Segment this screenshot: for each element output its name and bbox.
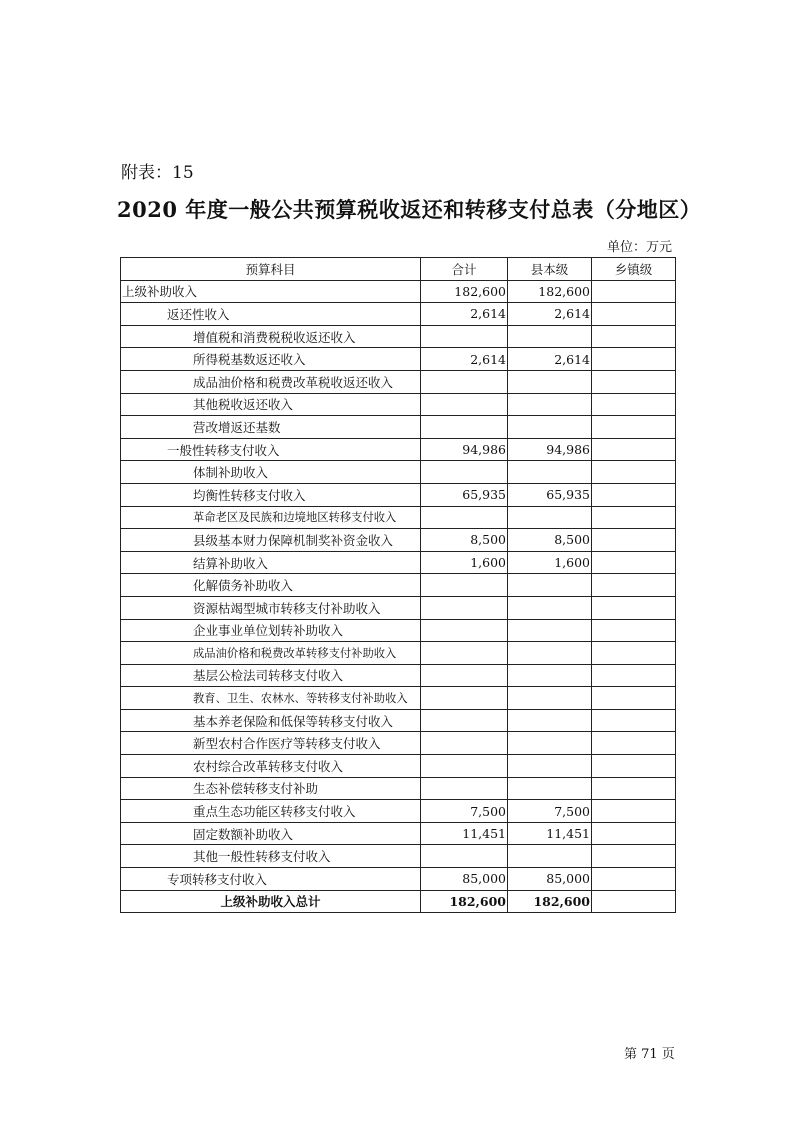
cell-town xyxy=(592,483,676,506)
table-row xyxy=(121,325,676,348)
cell-county: 7,500 xyxy=(508,800,592,823)
cell-town xyxy=(592,868,676,891)
cell-county: 1,600 xyxy=(508,551,592,574)
cell-town xyxy=(592,664,676,687)
cell-total xyxy=(421,370,508,393)
cell-county xyxy=(508,325,592,348)
table-row xyxy=(121,574,676,597)
cell-county: 8,500 xyxy=(508,529,592,552)
cell-total: 11,451 xyxy=(421,822,508,845)
header-total: 合计 xyxy=(421,258,508,281)
table-row xyxy=(121,687,676,710)
cell-county xyxy=(508,642,592,665)
budget-table xyxy=(120,257,676,913)
cell-total xyxy=(421,325,508,348)
table-row xyxy=(121,664,676,687)
total-row xyxy=(121,890,676,913)
row-label: 结算补助收入 xyxy=(121,551,421,574)
cell-total xyxy=(421,709,508,732)
table-row xyxy=(121,619,676,642)
table-header-row xyxy=(121,258,676,281)
table-row xyxy=(121,303,676,326)
cell-county xyxy=(508,709,592,732)
cell-total xyxy=(421,619,508,642)
cell-county: 182,600 xyxy=(508,280,592,303)
row-label: 固定数额补助收入 xyxy=(121,822,421,845)
cell-town xyxy=(592,325,676,348)
cell-total: 7,500 xyxy=(421,800,508,823)
cell-town xyxy=(592,529,676,552)
row-label: 农村综合改革转移支付收入 xyxy=(121,755,421,778)
table-row xyxy=(121,642,676,665)
table-row xyxy=(121,438,676,461)
total-row-label: 上级补助收入总计 xyxy=(121,890,421,913)
table-row xyxy=(121,822,676,845)
cell-total xyxy=(421,732,508,755)
table-row xyxy=(121,280,676,303)
cell-total xyxy=(421,574,508,597)
table-row xyxy=(121,370,676,393)
cell-total: 2,614 xyxy=(421,348,508,371)
cell-town xyxy=(592,755,676,778)
table-row xyxy=(121,709,676,732)
header-county: 县本级 xyxy=(508,258,592,281)
page-number: 第 71 页 xyxy=(624,1047,675,1062)
cell-town xyxy=(592,438,676,461)
page-title: 2020 年度一般公共预算税收返还和转移支付总表（分地区） xyxy=(117,197,702,222)
table-row xyxy=(121,845,676,868)
table-row xyxy=(121,348,676,371)
total-cell-town xyxy=(592,890,676,913)
row-label: 县级基本财力保障机制奖补资金收入 xyxy=(121,529,421,552)
cell-town xyxy=(592,800,676,823)
row-label: 体制补助收入 xyxy=(121,461,421,484)
cell-county xyxy=(508,506,592,529)
row-label: 上级补助收入 xyxy=(121,280,421,303)
table-row xyxy=(121,868,676,891)
cell-town xyxy=(592,416,676,439)
row-label: 所得税基数返还收入 xyxy=(121,348,421,371)
total-cell-total: 182,600 xyxy=(421,890,508,913)
cell-county: 85,000 xyxy=(508,868,592,891)
cell-total xyxy=(421,416,508,439)
cell-town xyxy=(592,732,676,755)
cell-county xyxy=(508,732,592,755)
cell-county xyxy=(508,370,592,393)
cell-total: 8,500 xyxy=(421,529,508,552)
cell-total: 2,614 xyxy=(421,303,508,326)
cell-county xyxy=(508,393,592,416)
cell-town xyxy=(592,687,676,710)
cell-county xyxy=(508,574,592,597)
row-label: 营改增返还基数 xyxy=(121,416,421,439)
cell-town xyxy=(592,709,676,732)
cell-county xyxy=(508,687,592,710)
cell-town xyxy=(592,461,676,484)
cell-total xyxy=(421,506,508,529)
table-row xyxy=(121,483,676,506)
cell-total xyxy=(421,755,508,778)
table-row xyxy=(121,596,676,619)
cell-town xyxy=(592,303,676,326)
row-label: 基本养老保险和低保等转移支付收入 xyxy=(121,709,421,732)
cell-town xyxy=(592,370,676,393)
row-label: 其他税收返还收入 xyxy=(121,393,421,416)
cell-total xyxy=(421,777,508,800)
cell-town xyxy=(592,596,676,619)
cell-total xyxy=(421,461,508,484)
cell-total: 1,600 xyxy=(421,551,508,574)
row-label: 成品油价格和税费改革税收返还收入 xyxy=(121,370,421,393)
cell-total xyxy=(421,642,508,665)
row-label: 基层公检法司转移支付收入 xyxy=(121,664,421,687)
cell-county xyxy=(508,845,592,868)
header-town: 乡镇级 xyxy=(592,258,676,281)
row-label: 企业事业单位划转补助收入 xyxy=(121,619,421,642)
table-body xyxy=(121,280,676,913)
table-row xyxy=(121,732,676,755)
cell-total xyxy=(421,393,508,416)
row-label: 教育、卫生、农林水、等转移支付补助收入 xyxy=(121,687,421,710)
cell-town xyxy=(592,574,676,597)
cell-county xyxy=(508,461,592,484)
row-label: 重点生态功能区转移支付收入 xyxy=(121,800,421,823)
cell-county xyxy=(508,664,592,687)
cell-county xyxy=(508,416,592,439)
row-label: 一般性转移支付收入 xyxy=(121,438,421,461)
appendix-label: 附表：15 xyxy=(121,163,194,183)
cell-town xyxy=(592,822,676,845)
cell-town xyxy=(592,348,676,371)
table-row xyxy=(121,529,676,552)
table-row xyxy=(121,393,676,416)
total-cell-county: 182,600 xyxy=(508,890,592,913)
cell-total: 85,000 xyxy=(421,868,508,891)
cell-county xyxy=(508,619,592,642)
table-row xyxy=(121,506,676,529)
row-label: 其他一般性转移支付收入 xyxy=(121,845,421,868)
table-row xyxy=(121,800,676,823)
cell-town xyxy=(592,619,676,642)
row-label: 返还性收入 xyxy=(121,303,421,326)
cell-total xyxy=(421,664,508,687)
cell-county xyxy=(508,596,592,619)
cell-town xyxy=(592,642,676,665)
cell-county: 65,935 xyxy=(508,483,592,506)
row-label: 资源枯竭型城市转移支付补助收入 xyxy=(121,596,421,619)
cell-county xyxy=(508,755,592,778)
cell-total xyxy=(421,596,508,619)
cell-county: 94,986 xyxy=(508,438,592,461)
table-row xyxy=(121,461,676,484)
row-label: 革命老区及民族和边境地区转移支付收入 xyxy=(121,506,421,529)
unit-label: 单位：万元 xyxy=(606,240,672,255)
cell-county: 2,614 xyxy=(508,348,592,371)
table-row xyxy=(121,551,676,574)
row-label: 均衡性转移支付收入 xyxy=(121,483,421,506)
row-label: 增值税和消费税税收返还收入 xyxy=(121,325,421,348)
table-row xyxy=(121,777,676,800)
cell-total: 94,986 xyxy=(421,438,508,461)
cell-total xyxy=(421,845,508,868)
cell-total: 182,600 xyxy=(421,280,508,303)
row-label: 专项转移支付收入 xyxy=(121,868,421,891)
row-label: 化解债务补助收入 xyxy=(121,574,421,597)
cell-total: 65,935 xyxy=(421,483,508,506)
table-row xyxy=(121,755,676,778)
row-label: 生态补偿转移支付补助 xyxy=(121,777,421,800)
cell-town xyxy=(592,551,676,574)
cell-town xyxy=(592,280,676,303)
cell-town xyxy=(592,393,676,416)
cell-county: 2,614 xyxy=(508,303,592,326)
table-row xyxy=(121,416,676,439)
cell-town xyxy=(592,845,676,868)
cell-town xyxy=(592,777,676,800)
row-label: 新型农村合作医疗等转移支付收入 xyxy=(121,732,421,755)
cell-county xyxy=(508,777,592,800)
row-label: 成品油价格和税费改革转移支付补助收入 xyxy=(121,642,421,665)
header-subject: 预算科目 xyxy=(121,258,421,281)
cell-county: 11,451 xyxy=(508,822,592,845)
cell-total xyxy=(421,687,508,710)
cell-town xyxy=(592,506,676,529)
